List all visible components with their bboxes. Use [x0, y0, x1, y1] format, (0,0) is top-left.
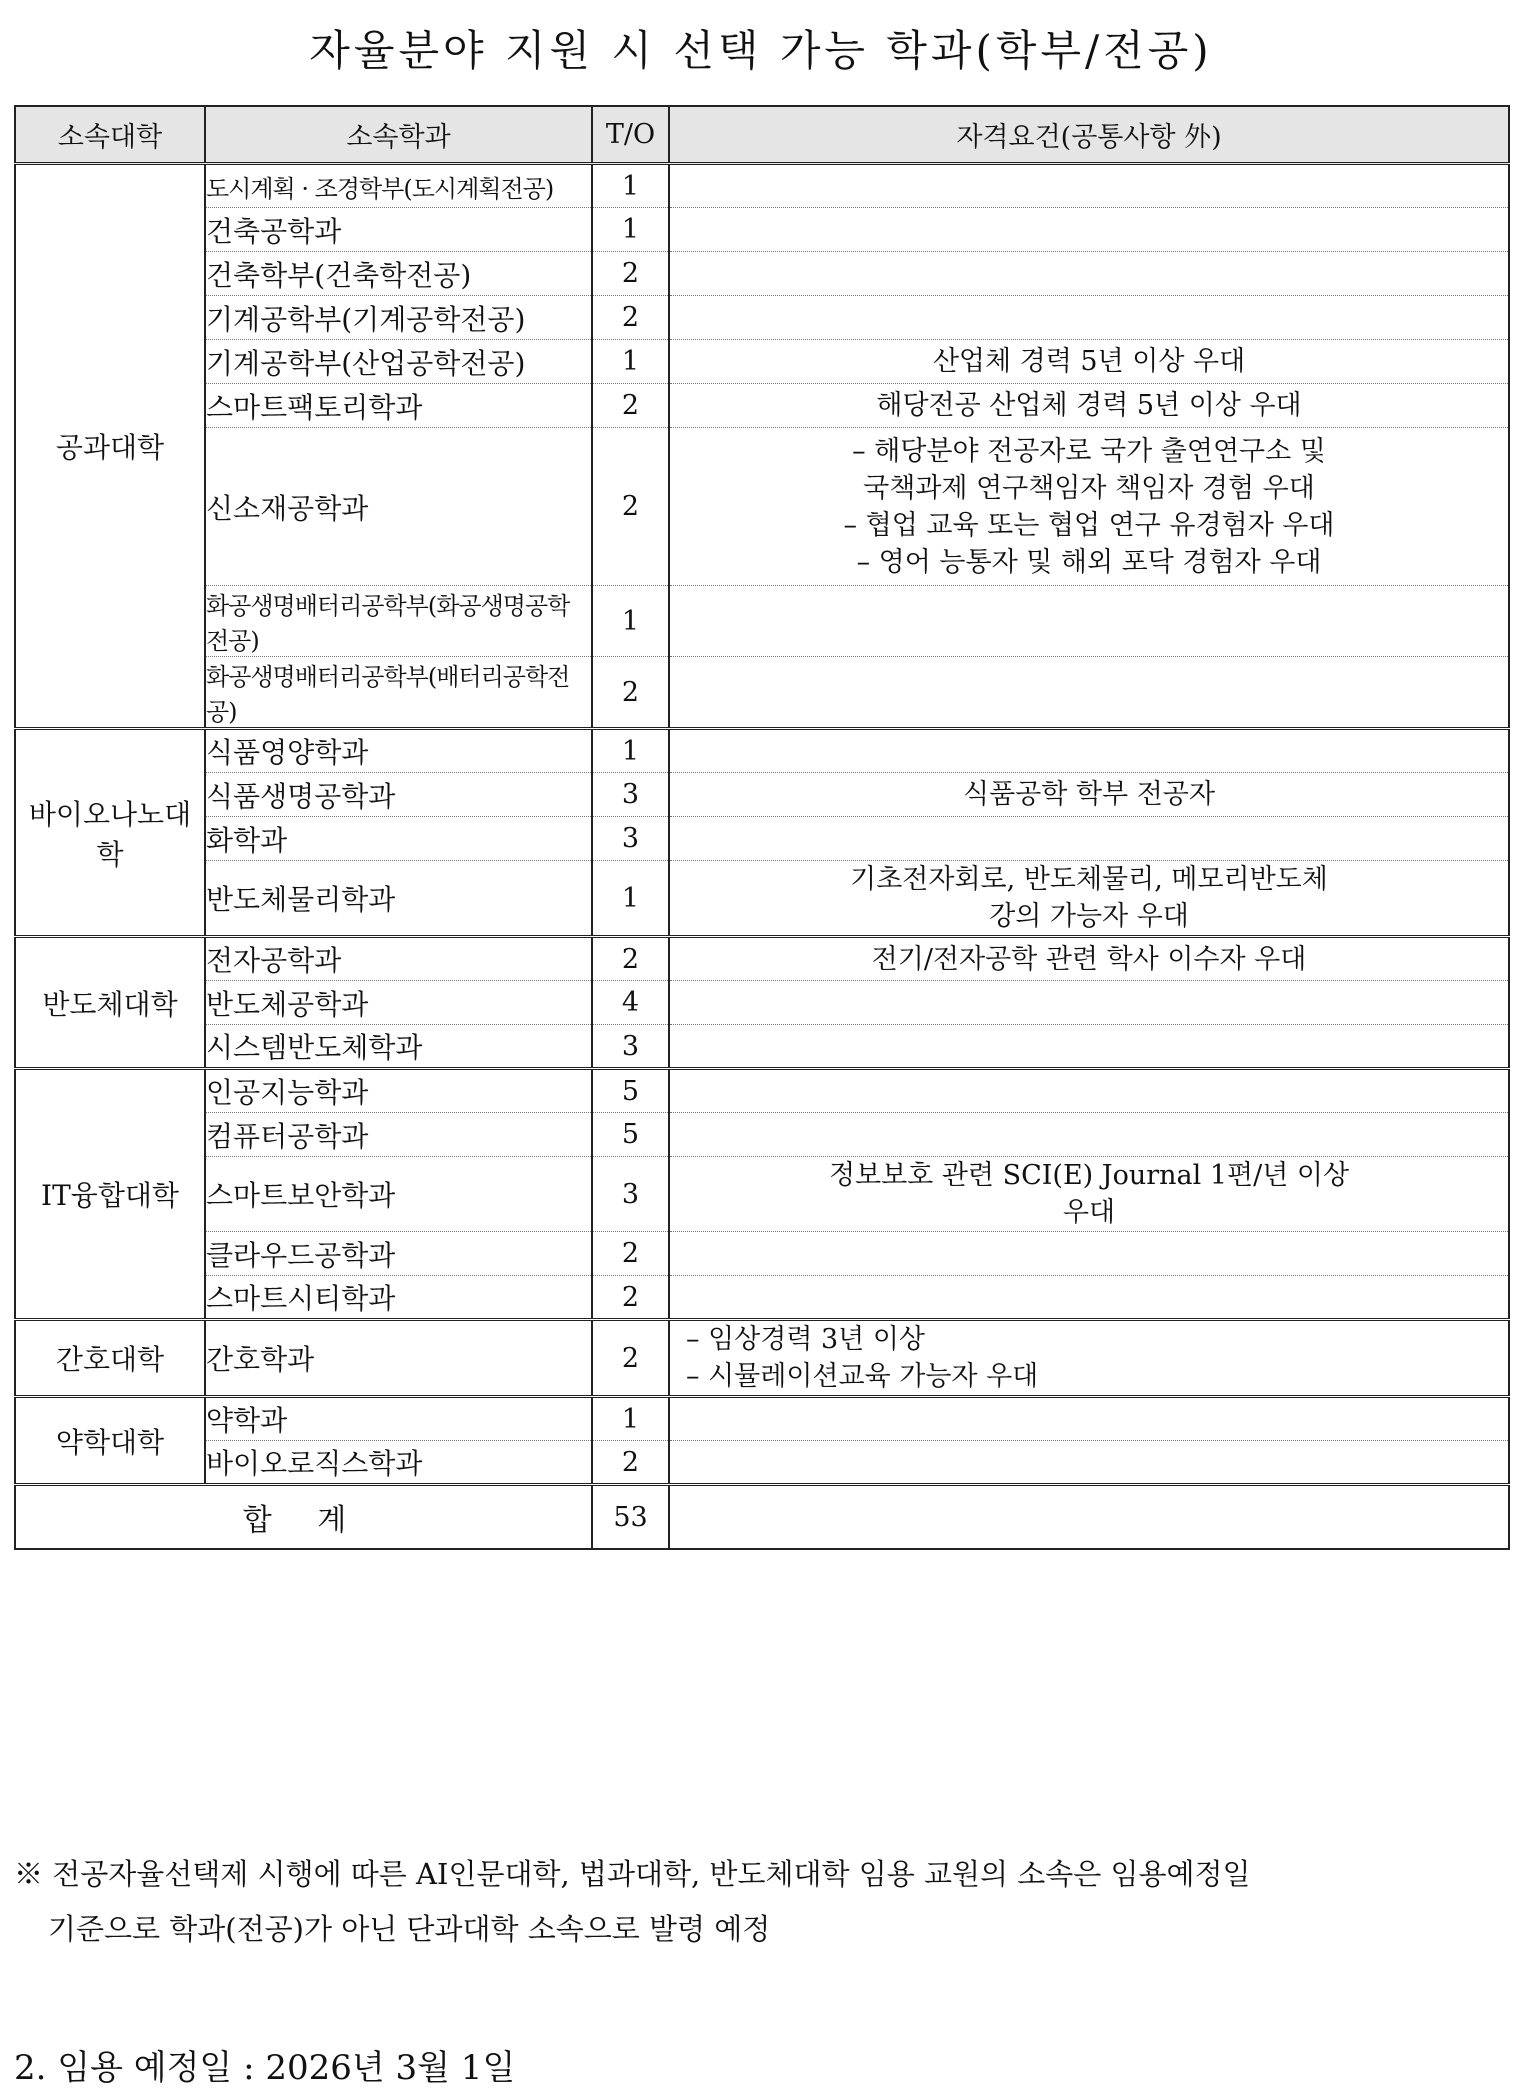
total-requirements	[669, 1485, 1509, 1550]
requirement-line: – 해당분야 전공자로 국가 출연연구소 및	[852, 435, 1326, 467]
table-row	[15, 1025, 1509, 1069]
department-name: 화공생명배터리공학부(배터리공학전공)	[205, 657, 592, 729]
department-name: 반도체공학과	[205, 981, 592, 1025]
requirement-line: 국책과제 연구책임자 책임자 경험 우대	[863, 472, 1315, 504]
table-row	[15, 340, 1509, 384]
department-to: 2	[592, 1276, 669, 1320]
department-requirements	[669, 1157, 1509, 1232]
requirement-line: 전기/전자공학 관련 학사 이수자 우대	[871, 943, 1307, 975]
college-name: 공과대학	[15, 164, 205, 729]
department-to: 2	[592, 1441, 669, 1485]
department-requirements	[669, 729, 1509, 773]
table-row	[15, 208, 1509, 252]
table-row	[15, 937, 1509, 981]
department-requirements	[669, 1320, 1509, 1397]
department-requirements	[669, 937, 1509, 981]
table-row	[15, 1320, 1509, 1397]
requirement-line: – 임상경력 3년 이상	[686, 1324, 925, 1355]
requirement-line: 정보보호 관련 SCI(E) Journal 1편/년 이상	[828, 1160, 1350, 1191]
department-name: 화학과	[205, 817, 592, 861]
department-requirements	[669, 657, 1509, 729]
college-name: 약학대학	[15, 1397, 205, 1485]
department-to: 3	[592, 817, 669, 861]
total-label: 합 계	[15, 1485, 592, 1550]
requirement-line: – 시뮬레이션교육 가능자 우대	[686, 1361, 1039, 1392]
department-to: 1	[592, 340, 669, 384]
requirement-line: – 협업 교육 또는 협업 연구 유경험자 우대	[843, 509, 1335, 541]
table-row	[15, 586, 1509, 657]
table-row	[15, 1113, 1509, 1157]
table-row	[15, 296, 1509, 340]
department-to: 1	[592, 1397, 669, 1441]
department-requirements	[669, 1276, 1509, 1320]
table-row	[15, 1069, 1509, 1113]
department-to: 1	[592, 586, 669, 657]
department-to: 2	[592, 428, 669, 586]
table-row	[15, 817, 1509, 861]
total-value: 53	[592, 1485, 669, 1550]
department-requirements	[669, 384, 1509, 428]
department-name: 시스템반도체학과	[205, 1025, 592, 1069]
department-name: 건축공학과	[205, 208, 592, 252]
requirement-line: – 영어 능통자 및 해외 포닥 경험자 우대	[856, 546, 1322, 578]
department-name: 건축학부(건축학전공)	[205, 252, 592, 296]
department-name: 식품영양학과	[205, 729, 592, 773]
department-requirements	[669, 1232, 1509, 1276]
table-header-row	[15, 106, 1509, 164]
department-name: 화공생명배터리공학부(화공생명공학전공)	[205, 586, 592, 657]
department-requirements	[669, 252, 1509, 296]
department-requirements	[669, 1025, 1509, 1069]
department-to: 3	[592, 1025, 669, 1069]
table-row	[15, 773, 1509, 817]
header-college: 소속대학	[15, 106, 205, 164]
department-to: 1	[592, 861, 669, 937]
department-to: 2	[592, 937, 669, 981]
department-to: 4	[592, 981, 669, 1025]
department-name: 클라우드공학과	[205, 1232, 592, 1276]
footnote-line-1: ※ 전공자율선택제 시행에 따른 AI인문대학, 법과대학, 반도체대학 임용 교원의 소속은 임용예정일	[14, 1857, 1251, 1891]
department-requirements	[669, 586, 1509, 657]
department-requirements	[669, 1113, 1509, 1157]
department-name: 컴퓨터공학과	[205, 1113, 592, 1157]
header-requirements: 자격요건(공통사항 外)	[669, 106, 1509, 164]
department-name: 전자공학과	[205, 937, 592, 981]
department-name: 식품생명공학과	[205, 773, 592, 817]
department-requirements	[669, 817, 1509, 861]
department-to: 1	[592, 208, 669, 252]
table-row	[15, 1232, 1509, 1276]
table-row	[15, 384, 1509, 428]
department-table	[14, 105, 1510, 1550]
table-row	[15, 657, 1509, 729]
department-name: 스마트보안학과	[205, 1157, 592, 1232]
table-row	[15, 252, 1509, 296]
footnote	[14, 1847, 1508, 1957]
department-name: 약학과	[205, 1397, 592, 1441]
department-to: 2	[592, 657, 669, 729]
department-name: 바이오로직스학과	[205, 1441, 592, 1485]
footnote-line-2: 기준으로 학과(전공)가 아닌 단과대학 소속으로 발령 예정	[48, 1912, 771, 1946]
page-title: 자율분야 지원 시 선택 가능 학과(학부/전공)	[309, 26, 1213, 75]
college-name: 간호대학	[15, 1320, 205, 1397]
table-row	[15, 861, 1509, 937]
department-name: 기계공학부(기계공학전공)	[205, 296, 592, 340]
department-name: 도시계획 · 조경학부(도시계획전공)	[205, 164, 592, 208]
requirement-line: 산업체 경력 5년 이상 우대	[932, 346, 1246, 377]
department-requirements	[669, 1069, 1509, 1113]
total-row	[15, 1485, 1509, 1550]
department-name: 신소재공학과	[205, 428, 592, 586]
table-row	[15, 1157, 1509, 1232]
department-requirements	[669, 296, 1509, 340]
department-requirements	[669, 1397, 1509, 1441]
requirement-line: 우대	[1062, 1197, 1116, 1228]
department-to: 1	[592, 164, 669, 208]
department-to: 2	[592, 1232, 669, 1276]
department-requirements	[669, 1441, 1509, 1485]
department-requirements	[669, 164, 1509, 208]
department-name: 스마트팩토리학과	[205, 384, 592, 428]
requirement-line: 강의 가능자 우대	[989, 901, 1189, 932]
department-to: 5	[592, 1069, 669, 1113]
department-to: 2	[592, 384, 669, 428]
department-requirements	[669, 208, 1509, 252]
appointment-date: 2. 임용 예정일 : 2026년 3월 1일	[14, 2048, 516, 2088]
department-requirements	[669, 773, 1509, 817]
college-name: IT융합대학	[15, 1069, 205, 1320]
department-requirements	[669, 340, 1509, 384]
department-name: 반도체물리학과	[205, 861, 592, 937]
requirement-line: 해당전공 산업체 경력 5년 이상 우대	[876, 390, 1302, 421]
table-row	[15, 1441, 1509, 1485]
table-row	[15, 428, 1509, 586]
department-to: 2	[592, 252, 669, 296]
department-to: 3	[592, 1157, 669, 1232]
department-requirements	[669, 428, 1509, 586]
college-name: 반도체대학	[15, 937, 205, 1069]
requirement-line: 식품공학 학부 전공자	[963, 779, 1215, 810]
department-requirements	[669, 861, 1509, 937]
department-to: 2	[592, 296, 669, 340]
table-row	[15, 164, 1509, 208]
table-row	[15, 981, 1509, 1025]
department-to: 3	[592, 773, 669, 817]
table-row	[15, 1397, 1509, 1441]
department-name: 간호학과	[205, 1320, 592, 1397]
table-row	[15, 729, 1509, 773]
college-name: 바이오나노대학	[15, 729, 205, 937]
department-name: 인공지능학과	[205, 1069, 592, 1113]
department-to: 2	[592, 1320, 669, 1397]
header-department: 소속학과	[205, 106, 592, 164]
department-name: 스마트시티학과	[205, 1276, 592, 1320]
requirement-line: 기초전자회로, 반도체물리, 메모리반도체	[850, 864, 1328, 895]
table-row	[15, 1276, 1509, 1320]
department-name: 기계공학부(산업공학전공)	[205, 340, 592, 384]
header-to: T/O	[592, 106, 669, 164]
department-to: 1	[592, 729, 669, 773]
department-requirements	[669, 981, 1509, 1025]
table-body	[15, 164, 1509, 1485]
department-to: 5	[592, 1113, 669, 1157]
